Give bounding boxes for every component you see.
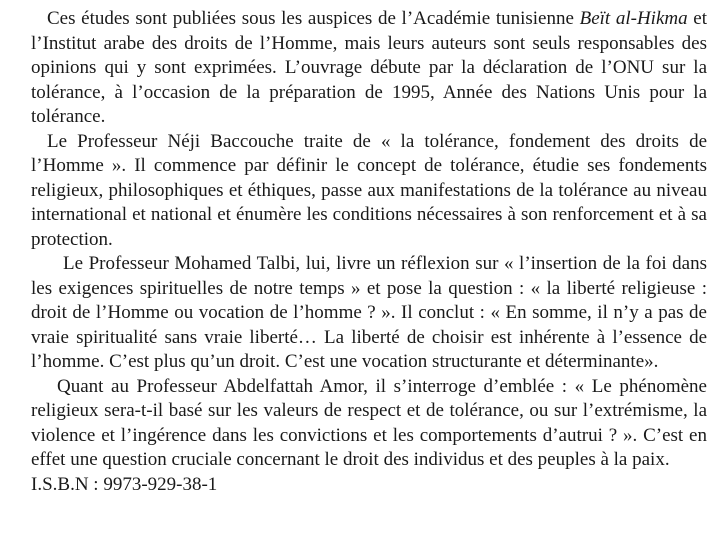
paragraph-talbi: Le Professeur Mohamed Talbi, lui, livre un réflexion sur « l’insertion de la foi dans les exigences spirituelles de notre temps » et pose la question : « la liberté religieuse : droit de l’Homme ou vocation de l’homme ? ». Il conclut : « En somme, il n’y a pas de vraie spiritualité sans vraie liberté… La liberté de choisir est inhérente à l’essence de l’homme. C’est plus qu’un droit. C’est une vocation structurante et déterminante». — [31, 253, 707, 372]
isbn-line: I.S.B.N : 9973-929-38-1 — [31, 473, 218, 495]
academy-name: Beït al-Hikma — [579, 8, 688, 29]
document-page — [31, 7, 707, 497]
paragraph-intro-text-start: Ces études sont publiées sous les auspices de l’Académie tunisienne — [47, 8, 580, 29]
paragraph-intro-text-end: et l’Institut arabe des droits de l’Homme, mais leurs auteurs sont seuls responsables des opinions qui y sont exprimées. L’ouvrage débute par la déclaration de l’ONU sur la tolérance, à l’occasion de la préparation de 1995, Année des Nations Unis pour la tolérance. — [31, 8, 708, 127]
paragraph-baccouche: Le Professeur Néji Baccouche traite de « la tolérance, fondement des droits de l’Homme ». Il commence par définir le concept de tolérance, étudie ses fondements religieux, philosophiques et éthiques, passe aux manifestations de la tolérance au niveau international et national et énumère les conditions nécessaires à son renforcement et à sa protection. — [31, 130, 707, 250]
paragraph-amor: Quant au Professeur Abdelfattah Amor, il s’interroge d’emblée : « Le phénomène religieux sera-t-il basé sur les valeurs de respect et de tolérance, ou sur l’extrémisme, la violence et l’ingérence dans les convictions et les comportements d’autrui ? ». C’est en effet une question cruciale concernant le droit des individus et des peuples à la paix. — [31, 375, 707, 470]
paragraph-intro — [31, 7, 707, 130]
